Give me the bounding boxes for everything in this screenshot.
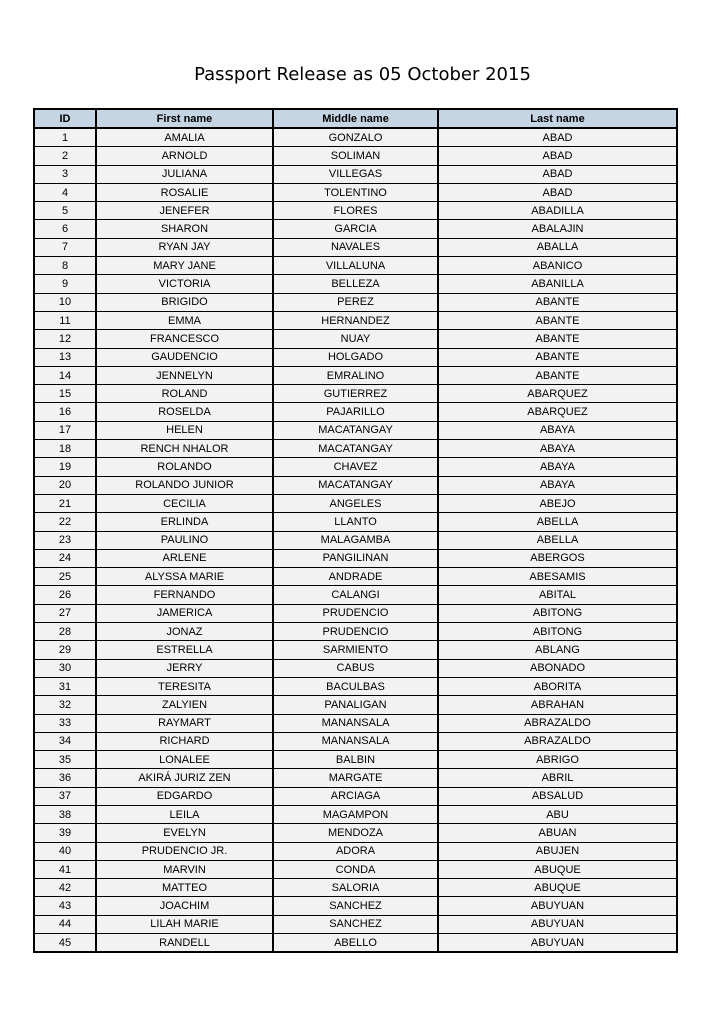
cell-first-name: PAULINO — [96, 531, 273, 549]
cell-id: 14 — [34, 366, 96, 384]
cell-last-name: ABELLA — [438, 531, 677, 549]
table-row — [34, 220, 677, 238]
table-row — [34, 147, 677, 165]
cell-id: 30 — [34, 659, 96, 677]
cell-id: 20 — [34, 476, 96, 494]
cell-id: 28 — [34, 623, 96, 641]
cell-id: 6 — [34, 220, 96, 238]
cell-first-name: FRANCESCO — [96, 330, 273, 348]
table-row — [34, 330, 677, 348]
cell-middle-name: GUTIERREZ — [273, 385, 438, 403]
cell-id: 5 — [34, 202, 96, 220]
cell-middle-name: VILLALUNA — [273, 257, 438, 275]
cell-id: 1 — [34, 128, 96, 147]
cell-middle-name: CABUS — [273, 659, 438, 677]
passport-release-table — [33, 108, 678, 953]
table-row — [34, 421, 677, 439]
cell-last-name: ABANTE — [438, 366, 677, 384]
cell-first-name: CECILIA — [96, 494, 273, 512]
cell-first-name: ROSALIE — [96, 183, 273, 201]
cell-last-name: ABANTE — [438, 348, 677, 366]
cell-last-name: ABITONG — [438, 604, 677, 622]
cell-last-name: ABU — [438, 805, 677, 823]
cell-id: 29 — [34, 641, 96, 659]
cell-last-name: ABUYUAN — [438, 915, 677, 933]
cell-last-name: ABUYUAN — [438, 934, 677, 953]
cell-id: 31 — [34, 677, 96, 695]
cell-middle-name: SARMIENTO — [273, 641, 438, 659]
cell-first-name: GAUDENCIO — [96, 348, 273, 366]
cell-first-name: PRUDENCIO JR. — [96, 842, 273, 860]
cell-middle-name: MARGATE — [273, 769, 438, 787]
table-row — [34, 915, 677, 933]
cell-first-name: JONAZ — [96, 623, 273, 641]
cell-first-name: AKIRÁ JURIZ ZEN — [96, 769, 273, 787]
page-title: Passport Release as 05 October 2015 — [194, 64, 531, 85]
table-row — [34, 311, 677, 329]
cell-first-name: JERRY — [96, 659, 273, 677]
cell-last-name: ABALAJIN — [438, 220, 677, 238]
cell-last-name: ABERGOS — [438, 549, 677, 567]
cell-id: 42 — [34, 879, 96, 897]
cell-first-name: MARVIN — [96, 860, 273, 878]
table-row — [34, 934, 677, 953]
cell-id: 17 — [34, 421, 96, 439]
cell-last-name: ABAD — [438, 128, 677, 147]
cell-first-name: EDGARDO — [96, 787, 273, 805]
cell-id: 15 — [34, 385, 96, 403]
cell-last-name: ABESAMIS — [438, 568, 677, 586]
cell-last-name: ABLANG — [438, 641, 677, 659]
cell-id: 4 — [34, 183, 96, 201]
cell-first-name: ARNOLD — [96, 147, 273, 165]
cell-first-name: ALYSSA MARIE — [96, 568, 273, 586]
cell-last-name: ABARQUEZ — [438, 403, 677, 421]
table-row — [34, 714, 677, 732]
cell-last-name: ABARQUEZ — [438, 385, 677, 403]
cell-id: 43 — [34, 897, 96, 915]
cell-id: 45 — [34, 934, 96, 953]
cell-last-name: ABANTE — [438, 330, 677, 348]
cell-middle-name: BELLEZA — [273, 275, 438, 293]
table-row — [34, 531, 677, 549]
cell-id: 18 — [34, 440, 96, 458]
cell-last-name: ABADILLA — [438, 202, 677, 220]
cell-id: 40 — [34, 842, 96, 860]
cell-last-name: ABUQUE — [438, 860, 677, 878]
cell-id: 38 — [34, 805, 96, 823]
cell-middle-name: PAJARILLO — [273, 403, 438, 421]
cell-middle-name: ARCIAGA — [273, 787, 438, 805]
cell-last-name: ABRIGO — [438, 751, 677, 769]
cell-middle-name: MALAGAMBA — [273, 531, 438, 549]
cell-middle-name: PRUDENCIO — [273, 623, 438, 641]
cell-middle-name: MANANSALA — [273, 714, 438, 732]
table-row — [34, 568, 677, 586]
table-row — [34, 732, 677, 750]
cell-last-name: ABAD — [438, 183, 677, 201]
cell-id: 24 — [34, 549, 96, 567]
cell-middle-name: NUAY — [273, 330, 438, 348]
cell-first-name: LEILA — [96, 805, 273, 823]
cell-middle-name: MENDOZA — [273, 824, 438, 842]
cell-id: 7 — [34, 238, 96, 256]
cell-first-name: EMMA — [96, 311, 273, 329]
cell-last-name: ABANICO — [438, 257, 677, 275]
cell-last-name: ABRIL — [438, 769, 677, 787]
cell-first-name: JULIANA — [96, 165, 273, 183]
table-row — [34, 769, 677, 787]
cell-middle-name: BACULBAS — [273, 677, 438, 695]
table-body — [34, 128, 677, 952]
cell-middle-name: CHAVEZ — [273, 458, 438, 476]
table-row — [34, 787, 677, 805]
cell-id: 10 — [34, 293, 96, 311]
cell-first-name: LILAH MARIE — [96, 915, 273, 933]
cell-first-name: ROLANDO JUNIOR — [96, 476, 273, 494]
cell-last-name: ABANTE — [438, 311, 677, 329]
cell-id: 27 — [34, 604, 96, 622]
cell-first-name: AMALIA — [96, 128, 273, 147]
cell-last-name: ABANILLA — [438, 275, 677, 293]
table-row — [34, 165, 677, 183]
cell-middle-name: VILLEGAS — [273, 165, 438, 183]
cell-middle-name: EMRALINO — [273, 366, 438, 384]
cell-last-name: ABALLA — [438, 238, 677, 256]
cell-middle-name: CONDA — [273, 860, 438, 878]
cell-last-name: ABRAHAN — [438, 696, 677, 714]
cell-middle-name: SANCHEZ — [273, 897, 438, 915]
table-row — [34, 513, 677, 531]
table-row — [34, 604, 677, 622]
cell-id: 37 — [34, 787, 96, 805]
cell-middle-name: SALORIA — [273, 879, 438, 897]
cell-first-name: RENCH NHALOR — [96, 440, 273, 458]
cell-id: 32 — [34, 696, 96, 714]
cell-id: 11 — [34, 311, 96, 329]
cell-first-name: HELEN — [96, 421, 273, 439]
cell-first-name: ARLENE — [96, 549, 273, 567]
cell-last-name: ABUJEN — [438, 842, 677, 860]
cell-first-name: ZALYIEN — [96, 696, 273, 714]
table-row — [34, 494, 677, 512]
cell-last-name: ABEJO — [438, 494, 677, 512]
cell-id: 22 — [34, 513, 96, 531]
cell-id: 21 — [34, 494, 96, 512]
header-last-name: Last name — [438, 109, 677, 128]
cell-first-name: BRIGIDO — [96, 293, 273, 311]
table-row — [34, 257, 677, 275]
cell-first-name: MARY JANE — [96, 257, 273, 275]
table-row — [34, 641, 677, 659]
table-row — [34, 183, 677, 201]
table-row — [34, 458, 677, 476]
cell-middle-name: ANGELES — [273, 494, 438, 512]
table-row — [34, 805, 677, 823]
cell-last-name: ABITAL — [438, 586, 677, 604]
cell-first-name: JENEFER — [96, 202, 273, 220]
cell-first-name: ROSELDA — [96, 403, 273, 421]
cell-middle-name: SOLIMAN — [273, 147, 438, 165]
cell-id: 25 — [34, 568, 96, 586]
table-row — [34, 366, 677, 384]
cell-first-name: SHARON — [96, 220, 273, 238]
cell-id: 23 — [34, 531, 96, 549]
cell-last-name: ABANTE — [438, 293, 677, 311]
cell-first-name: EVELYN — [96, 824, 273, 842]
cell-middle-name: ADORA — [273, 842, 438, 860]
cell-last-name: ABUAN — [438, 824, 677, 842]
table-row — [34, 879, 677, 897]
cell-middle-name: NAVALES — [273, 238, 438, 256]
cell-id: 34 — [34, 732, 96, 750]
cell-last-name: ABAYA — [438, 458, 677, 476]
cell-middle-name: PRUDENCIO — [273, 604, 438, 622]
cell-middle-name: CALANGI — [273, 586, 438, 604]
cell-id: 13 — [34, 348, 96, 366]
table-header-row — [34, 109, 677, 128]
cell-first-name: FERNANDO — [96, 586, 273, 604]
header-middle-name: Middle name — [273, 109, 438, 128]
table-row — [34, 677, 677, 695]
cell-last-name: ABRAZALDO — [438, 732, 677, 750]
cell-first-name: ERLINDA — [96, 513, 273, 531]
cell-last-name: ABAYA — [438, 421, 677, 439]
table-row — [34, 696, 677, 714]
table-row — [34, 348, 677, 366]
table-row — [34, 403, 677, 421]
cell-last-name: ABAD — [438, 165, 677, 183]
cell-middle-name: BALBIN — [273, 751, 438, 769]
table-row — [34, 385, 677, 403]
cell-id: 33 — [34, 714, 96, 732]
cell-middle-name: PANGILINAN — [273, 549, 438, 567]
cell-first-name: JOACHIM — [96, 897, 273, 915]
cell-last-name: ABAYA — [438, 440, 677, 458]
cell-last-name: ABAD — [438, 147, 677, 165]
cell-first-name: RICHARD — [96, 732, 273, 750]
cell-id: 44 — [34, 915, 96, 933]
cell-id: 41 — [34, 860, 96, 878]
cell-first-name: ROLANDO — [96, 458, 273, 476]
table-row — [34, 128, 677, 147]
cell-id: 9 — [34, 275, 96, 293]
cell-id: 36 — [34, 769, 96, 787]
cell-last-name: ABUYUAN — [438, 897, 677, 915]
cell-first-name: ESTRELLA — [96, 641, 273, 659]
cell-middle-name: ANDRADE — [273, 568, 438, 586]
cell-middle-name: HERNANDEZ — [273, 311, 438, 329]
cell-middle-name: MACATANGAY — [273, 476, 438, 494]
table-row — [34, 842, 677, 860]
cell-last-name: ABORITA — [438, 677, 677, 695]
cell-middle-name: GARCIA — [273, 220, 438, 238]
header-first-name: First name — [96, 109, 273, 128]
table-row — [34, 440, 677, 458]
cell-last-name: ABELLA — [438, 513, 677, 531]
table-row — [34, 293, 677, 311]
cell-id: 8 — [34, 257, 96, 275]
cell-id: 16 — [34, 403, 96, 421]
header-id: ID — [34, 109, 96, 128]
cell-middle-name: FLORES — [273, 202, 438, 220]
cell-first-name: RYAN JAY — [96, 238, 273, 256]
table-row — [34, 897, 677, 915]
cell-id: 39 — [34, 824, 96, 842]
table-row — [34, 275, 677, 293]
cell-middle-name: SANCHEZ — [273, 915, 438, 933]
cell-middle-name: MANANSALA — [273, 732, 438, 750]
cell-middle-name: TOLENTINO — [273, 183, 438, 201]
cell-middle-name: MAGAMPON — [273, 805, 438, 823]
table-row — [34, 659, 677, 677]
cell-first-name: LONALEE — [96, 751, 273, 769]
cell-middle-name: MACATANGAY — [273, 421, 438, 439]
cell-middle-name: ABELLO — [273, 934, 438, 953]
cell-id: 26 — [34, 586, 96, 604]
table-row — [34, 549, 677, 567]
cell-last-name: ABSALUD — [438, 787, 677, 805]
table-row — [34, 751, 677, 769]
table-row — [34, 860, 677, 878]
cell-first-name: VICTORIA — [96, 275, 273, 293]
cell-first-name: JENNELYN — [96, 366, 273, 384]
cell-last-name: ABRAZALDO — [438, 714, 677, 732]
cell-last-name: ABUQUE — [438, 879, 677, 897]
cell-id: 19 — [34, 458, 96, 476]
cell-middle-name: GONZALO — [273, 128, 438, 147]
cell-id: 35 — [34, 751, 96, 769]
cell-last-name: ABAYA — [438, 476, 677, 494]
cell-last-name: ABITONG — [438, 623, 677, 641]
table-row — [34, 623, 677, 641]
cell-middle-name: LLANTO — [273, 513, 438, 531]
table-row — [34, 476, 677, 494]
table-row — [34, 824, 677, 842]
cell-first-name: MATTEO — [96, 879, 273, 897]
cell-first-name: JAMERICA — [96, 604, 273, 622]
cell-middle-name: PANALIGAN — [273, 696, 438, 714]
cell-middle-name: MACATANGAY — [273, 440, 438, 458]
cell-middle-name: PEREZ — [273, 293, 438, 311]
table-row — [34, 238, 677, 256]
cell-id: 12 — [34, 330, 96, 348]
table-row — [34, 202, 677, 220]
cell-last-name: ABONADO — [438, 659, 677, 677]
cell-first-name: RANDELL — [96, 934, 273, 953]
cell-id: 2 — [34, 147, 96, 165]
cell-first-name: RAYMART — [96, 714, 273, 732]
cell-middle-name: HOLGADO — [273, 348, 438, 366]
cell-id: 3 — [34, 165, 96, 183]
cell-first-name: TERESITA — [96, 677, 273, 695]
cell-first-name: ROLAND — [96, 385, 273, 403]
table-row — [34, 586, 677, 604]
